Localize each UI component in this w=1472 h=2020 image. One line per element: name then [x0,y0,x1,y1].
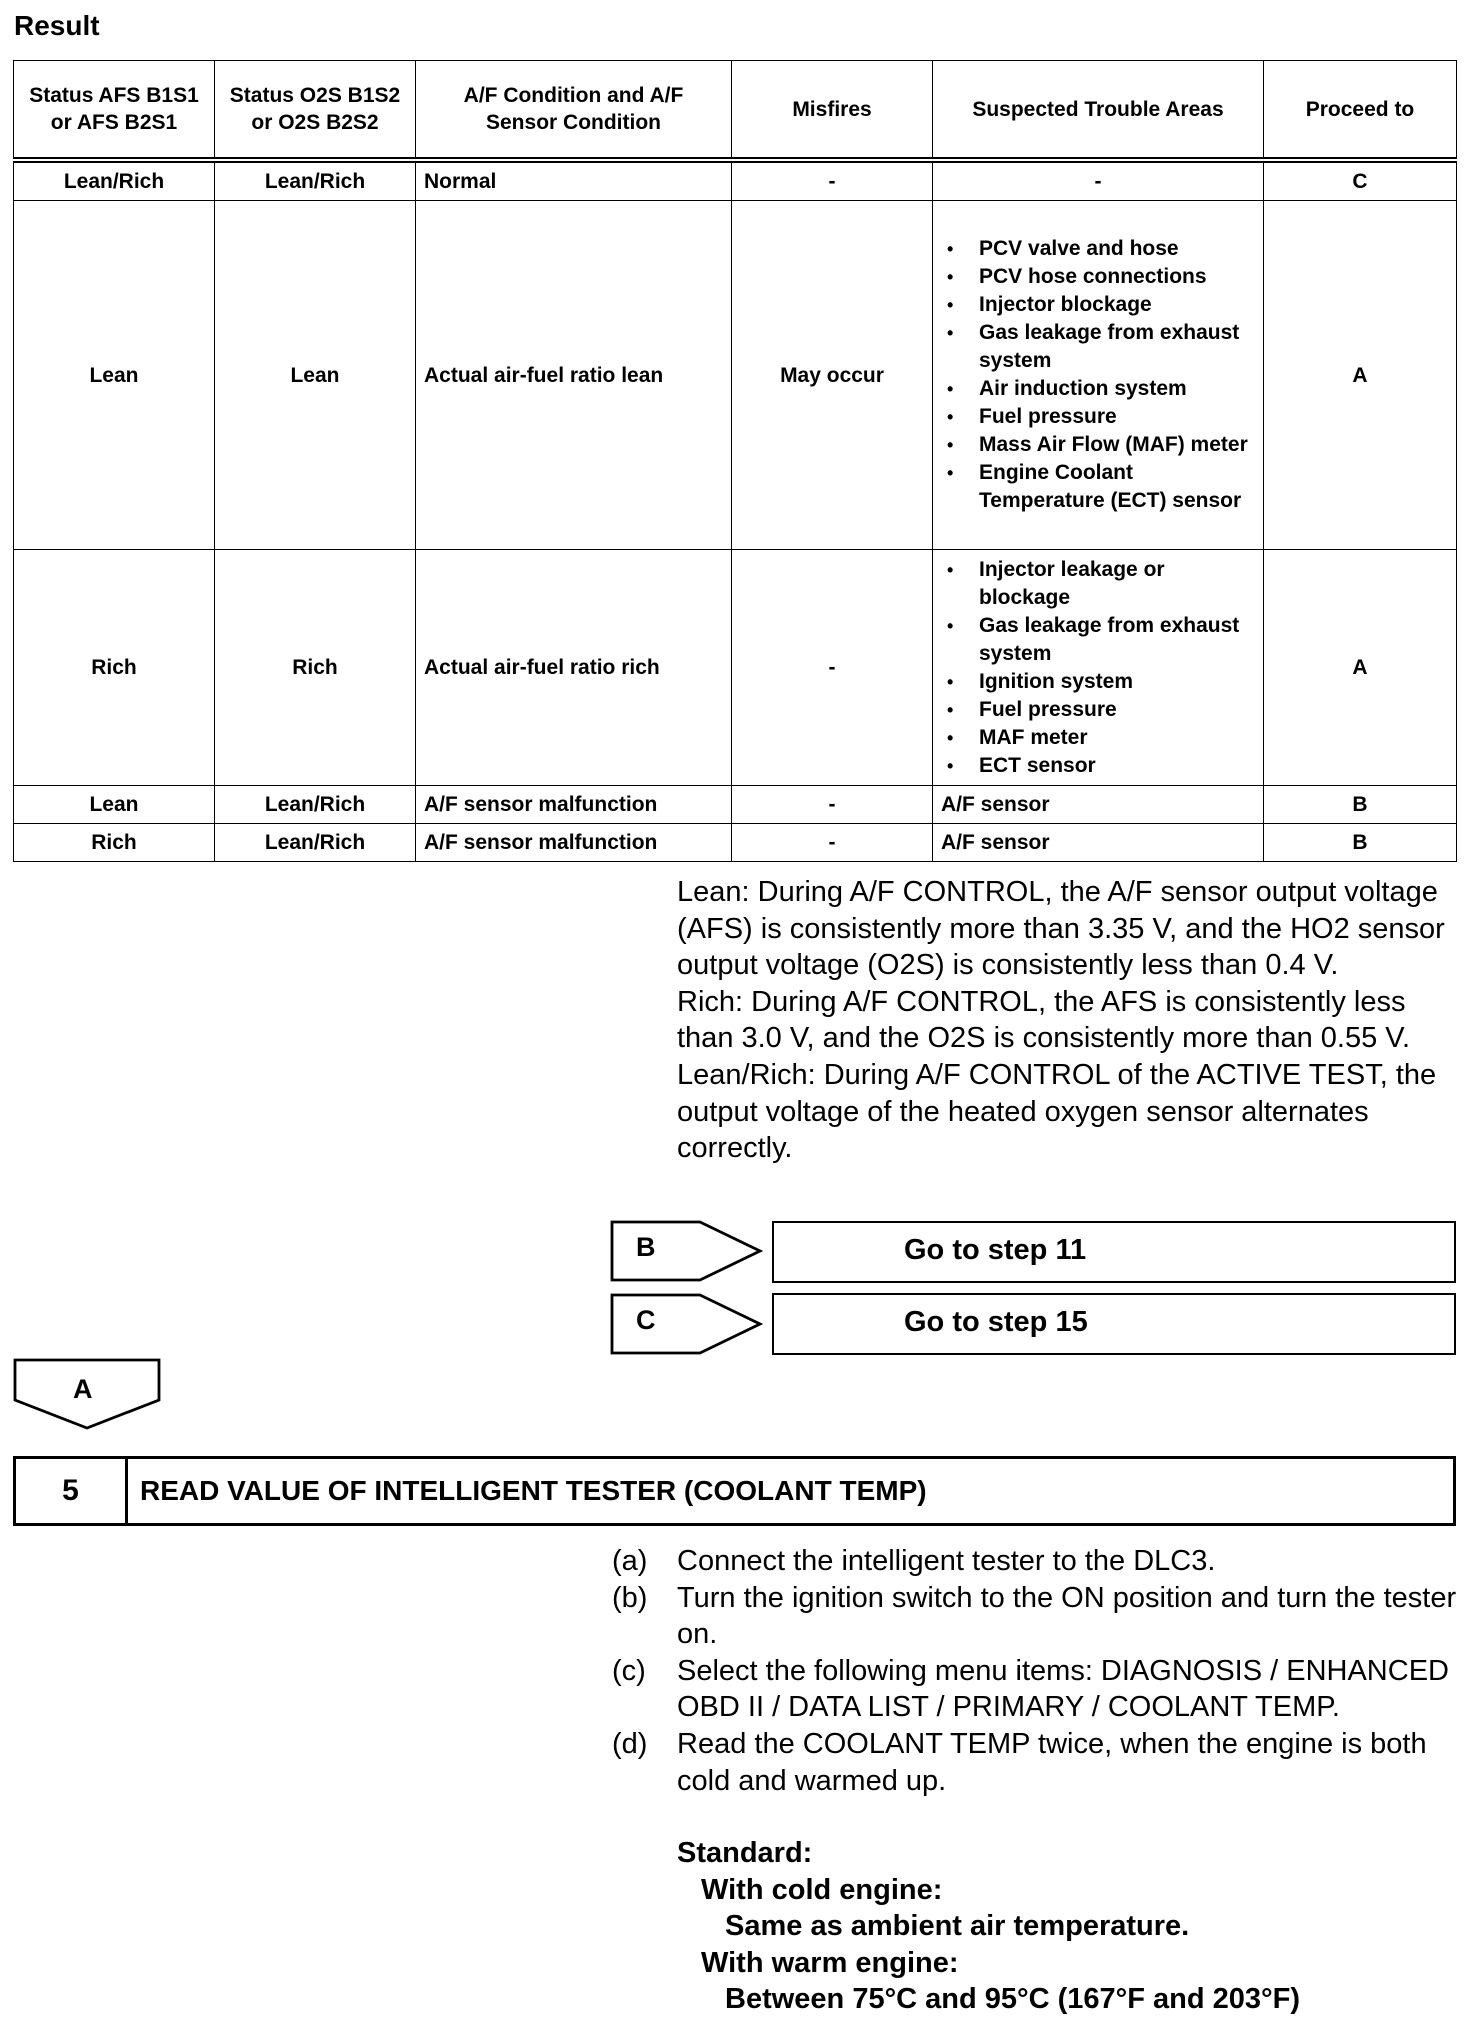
cell-condition: Actual air-fuel ratio lean [416,201,732,550]
branch-b-label: B [636,1232,656,1262]
cell-afs: Rich [14,824,215,862]
cell-areas: A/F sensor [933,824,1264,862]
cell-misfires: - [732,160,933,201]
cell-proceed: B [1264,786,1457,824]
list-item: • MAF meter [941,724,1255,752]
item-letter: (d) [612,1727,648,1760]
trouble-areas-list [941,235,1255,515]
status-legend [677,874,1457,1167]
cell-misfires: May occur [732,201,933,550]
cell-o2s: Lean/Rich [215,786,416,824]
branch-a-marker [13,1358,161,1430]
step-instructions [612,1543,1462,1799]
list-item [612,1580,1462,1653]
list-item [612,1726,1462,1799]
item-text: Turn the ignition switch to the ON position and turn the tester on. [677,1581,1457,1651]
step-number: 5 [16,1459,128,1523]
right-arrow-icon [610,1220,765,1282]
list-item: • Injector leakage or blockage [941,556,1255,612]
cell-misfires: - [732,550,933,786]
cell-condition: Normal [416,160,732,201]
item-text: Read the COOLANT TEMP twice, when the engine is both cold and warmed up. [677,1727,1427,1797]
list-item: • Engine Coolant Temperature (ECT) sensor [941,459,1255,515]
table-row [14,160,1457,201]
list-item: • Ignition system [941,668,1255,696]
cell-condition: A/F sensor malfunction [416,786,732,824]
cell-misfires: - [732,824,933,862]
branch-a-label: A [73,1374,93,1404]
list-item: • Gas leakage from exhaust system [941,319,1255,375]
list-item: • Mass Air Flow (MAF) meter [941,431,1255,459]
table-row [14,201,1457,550]
cold-engine-label: With cold engine: [701,1873,943,1906]
list-item: • Air induction system [941,375,1255,403]
standard-block [677,1835,1300,2018]
col-header-afs: Status AFS B1S1 or AFS B2S1 [14,61,215,161]
result-heading: Result [14,10,100,41]
legend-lean: Lean: During A/F CONTROL, the A/F sensor output voltage (AFS) is consistently more than 3.35 V, and the HO2 sensor output voltage (O2S) is consistently less than 0.4 V. [677,876,1445,982]
step-title: READ VALUE OF INTELLIGENT TESTER (COOLANT TEMP) [140,1475,927,1506]
right-arrow-icon [610,1293,765,1355]
branch-c-label: C [636,1305,656,1335]
cell-areas [933,201,1264,550]
cell-afs: Lean [14,786,215,824]
list-item [612,1653,1462,1726]
cell-areas [933,550,1264,786]
cell-o2s: Lean/Rich [215,160,416,201]
go-to-step-15-box[interactable] [772,1293,1456,1355]
cell-proceed: A [1264,550,1457,786]
cell-afs: Rich [14,550,215,786]
cell-o2s: Rich [215,550,416,786]
legend-lean-rich: Lean/Rich: During A/F CONTROL of the ACTIVE TEST, the output voltage of the heated oxygen sensor alternates correctly. [677,1058,1437,1165]
step-header [13,1456,1456,1526]
cell-o2s: Lean [215,201,416,550]
item-letter: (b) [612,1581,648,1614]
item-letter: (c) [612,1654,646,1687]
list-item: • ECT sensor [941,752,1255,780]
branch-b-marker [610,1220,765,1282]
col-header-proceed: Proceed to [1264,61,1457,161]
go-to-step-11-text: Go to step 11 [904,1234,1087,1266]
table-row [14,786,1457,824]
list-item: • Fuel pressure [941,403,1255,431]
result-table [13,60,1457,862]
item-text: Connect the intelligent tester to the DLC3. [677,1545,1216,1577]
item-text: Select the following menu items: DIAGNOSIS / ENHANCED OBD II / DATA LIST / PRIMARY / COOLANT TEMP. [677,1654,1449,1724]
warm-engine-label: With warm engine: [701,1946,959,1979]
table-row [14,550,1457,786]
item-letter: (a) [612,1545,648,1577]
cell-areas: A/F sensor [933,786,1264,824]
cell-misfires: - [732,786,933,824]
cell-proceed: A [1264,201,1457,550]
list-item: • Fuel pressure [941,696,1255,724]
list-item: • PCV hose connections [941,263,1255,291]
cell-proceed: B [1264,824,1457,862]
list-item: • PCV valve and hose [941,235,1255,263]
trouble-areas-list [941,556,1255,780]
cell-condition: A/F sensor malfunction [416,824,732,862]
go-to-step-11-box[interactable] [772,1221,1456,1283]
col-header-condition: A/F Condition and A/F Sensor Condition [416,61,732,161]
cold-engine-value: Same as ambient air temperature. [725,1910,1190,1943]
col-header-o2s: Status O2S B1S2 or O2S B2S2 [215,61,416,161]
branch-c-marker [610,1293,765,1355]
legend-rich: Rich: During A/F CONTROL, the AFS is consistently less than 3.0 V, and the O2S is consistently more than 0.55 V. [677,985,1411,1055]
cell-areas: - [933,160,1264,201]
warm-engine-value: Between 75°C and 95°C (167°F and 203°F) [725,1983,1301,2016]
table-row [14,824,1457,862]
list-item: • Injector blockage [941,291,1255,319]
list-item: • Gas leakage from exhaust system [941,612,1255,668]
cell-o2s: Lean/Rich [215,824,416,862]
table-header-row [14,61,1457,161]
cell-afs: Lean [14,201,215,550]
list-item [612,1543,1462,1580]
standard-label: Standard: [677,1837,813,1869]
col-header-misfires: Misfires [732,61,933,161]
col-header-areas: Suspected Trouble Areas [933,61,1264,161]
cell-afs: Lean/Rich [14,160,215,201]
go-to-step-15-text: Go to step 15 [904,1306,1088,1338]
cell-condition: Actual air-fuel ratio rich [416,550,732,786]
cell-proceed: C [1264,160,1457,201]
